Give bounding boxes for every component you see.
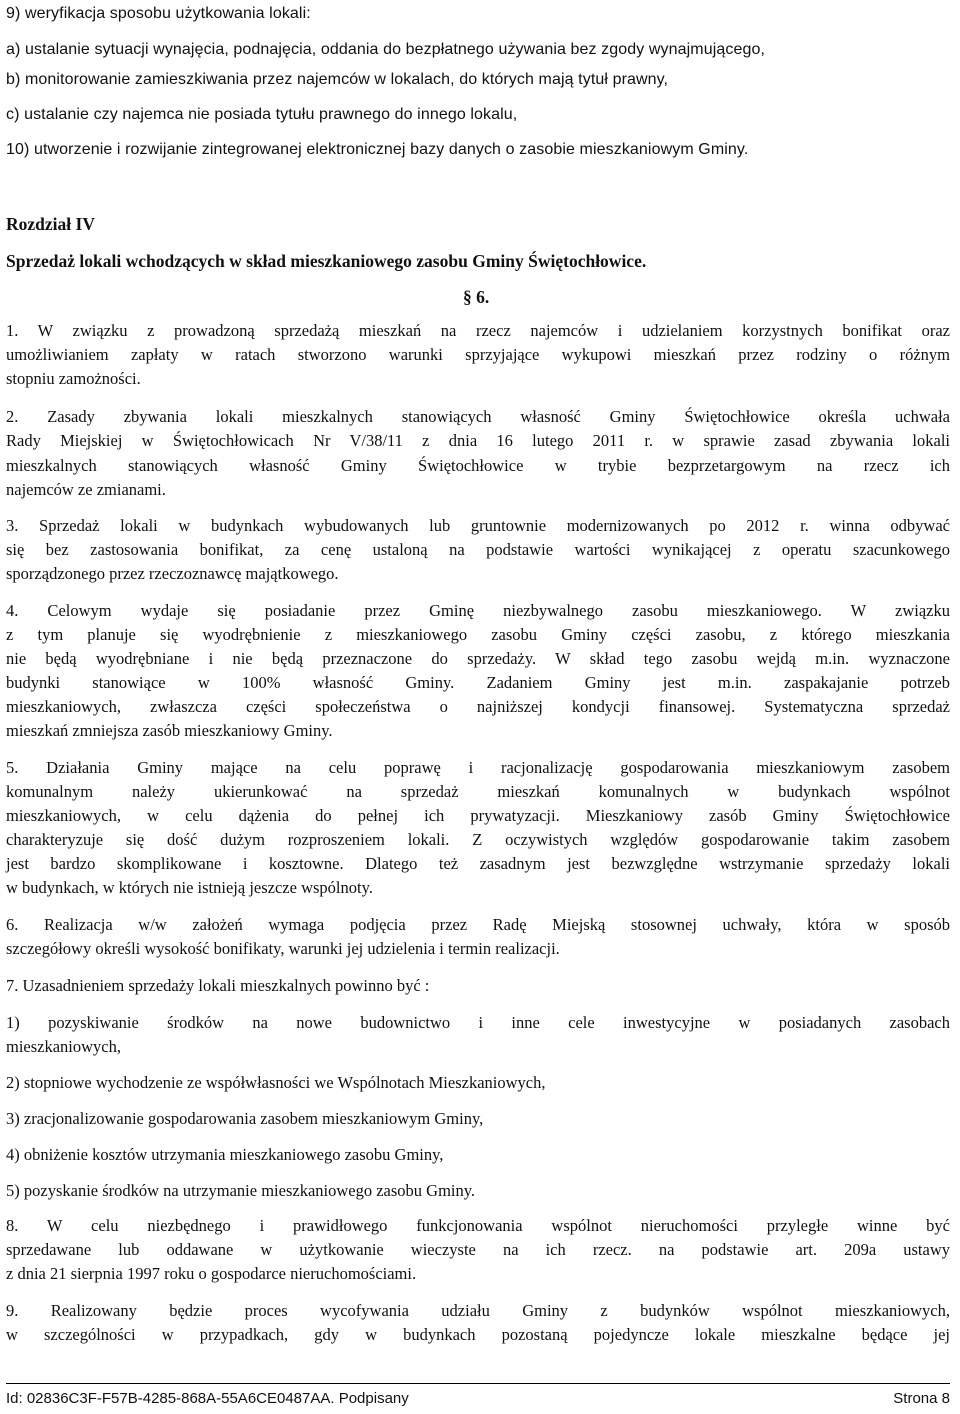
paragraph-line: mieszkaniowych, bbox=[6, 1037, 122, 1056]
paragraph-line: 3) zracjonalizowanie gospodarowania zasobem mieszkaniowym Gminy, bbox=[6, 1109, 484, 1128]
paragraph-line: mieszkań zmniejsza zasób mieszkaniowy Gminy. bbox=[6, 721, 333, 740]
paragraph-line: umożliwianiem zapłaty w ratach stworzono warunki sprzyjające wykupowi mieszkań przez rodziny o różnym bbox=[6, 345, 950, 364]
paragraph-line: mieszkaniowych, zwłaszcza części społeczeństwa o najniższej kondycji finansowej. Systematyczna sprzedaż bbox=[6, 697, 950, 716]
paragraph-line: 2. Zasady zbywania lokali mieszkalnych stanowiących własność Gminy Świętochłowice określa uchwała bbox=[6, 407, 950, 426]
paragraph-line: mieszkalnych stanowiących własność Gminy Świętochłowice w trybie bezprzetargowym na rzecz ich bbox=[6, 456, 950, 475]
paragraph-line: budynki stanowiące w 100% własność Gminy. Zadaniem Gminy jest m.in. zaspakajanie potrzeb bbox=[6, 673, 950, 692]
paragraph-line: nie będą wyodrębniane i nie będą przeznaczone do sprzedaży. W skład tego zasobu wejdą m.in. wyznaczone bbox=[6, 649, 950, 668]
list-item: b) monitorowanie zamieszkiwania przez najemców w lokalach, do których mają tytuł prawny, bbox=[6, 71, 669, 88]
list-item: c) ustalanie czy najemca nie posiada tytułu prawnego do innego lokalu, bbox=[6, 106, 518, 123]
document-id: Id: 02836C3F-F57B-4285-868A-55A6CE0487AA. Podpisany bbox=[6, 1390, 409, 1407]
paragraph-line: Rady Miejskiej w Świętochłowicach Nr V/38/11 z dnia 16 lutego 2011 r. w sprawie zasad zbywania lokali bbox=[6, 431, 950, 450]
paragraph-line: 7. Uzasadnieniem sprzedaży lokali mieszkalnych powinno być : bbox=[6, 976, 430, 995]
paragraph-line: komunalnym należy ukierunkować na sprzedaż mieszkań komunalnych w budynkach wspólnot bbox=[6, 782, 950, 801]
chapter-number: Rozdział IV bbox=[6, 214, 95, 234]
paragraph-line: w budynkach, w których nie istnieją jeszcze wspólnoty. bbox=[6, 878, 373, 897]
paragraph-line: 1) pozyskiwanie środków na nowe budownictwo i inne cele inwestycyjne w posiadanych zasobach bbox=[6, 1013, 950, 1032]
paragraph-line: szczegółowy określi wysokość bonifikaty, warunki jej udzielenia i termin realizacji. bbox=[6, 939, 560, 958]
paragraph-line: z dnia 21 sierpnia 1997 roku o gospodarce nieruchomościami. bbox=[6, 1264, 417, 1283]
paragraph-line: z tym planuje się wyodrębnienie z mieszkaniowego zasobu Gminy części zasobu, z którego mieszkania bbox=[6, 625, 950, 644]
paragraph-line: stopniu zamożności. bbox=[6, 369, 141, 388]
paragraph-line: 6. Realizacja w/w założeń wymaga podjęcia przez Radę Miejską stosownej uchwały, która w sposób bbox=[6, 915, 950, 934]
paragraph-line: 5) pozyskanie środków na utrzymanie mieszkaniowego zasobu Gminy. bbox=[6, 1181, 476, 1200]
list-item: a) ustalanie sytuacji wynajęcia, podnajęcia, oddania do bezpłatnego używania bez zgody wynajmującego, bbox=[6, 41, 766, 58]
paragraph-line: jest bardzo skomplikowane i kosztowne. Dlatego też zasadnym jest bezwzględne wstrzymanie sprzedaży lokali bbox=[6, 854, 950, 873]
list-item: 10) utworzenie i rozwijanie zintegrowanej elektronicznej bazy danych o zasobie mieszkaniowym Gminy. bbox=[6, 141, 749, 158]
paragraph-line: mieszkaniowych, w celu dążenia do pełnej ich prywatyzacji. Mieszkaniowy zasób Gminy Świętochłowice bbox=[6, 806, 950, 825]
paragraph-line: najemców ze zmianami. bbox=[6, 480, 166, 499]
paragraph-line: 1. W związku z prowadzoną sprzedażą mieszkań na rzecz najemców i udzielaniem korzystnych bonifikat oraz bbox=[6, 321, 950, 340]
paragraph-line: sporządzonego przez rzeczoznawcę majątkowego. bbox=[6, 564, 339, 583]
paragraph-line: się bez zastosowania bonifikat, za cenę ustaloną na podstawie wartości wynikającej z operatu szacunkowego bbox=[6, 540, 950, 559]
list-item: 9) weryfikacja sposobu użytkowania lokali: bbox=[6, 5, 311, 22]
paragraph-sign: § 6. bbox=[463, 287, 490, 307]
paragraph-line: 4) obniżenie kosztów utrzymania mieszkaniowego zasobu Gminy, bbox=[6, 1145, 444, 1164]
paragraph-line: 9. Realizowany będzie proces wycofywania udziału Gminy z budynków wspólnot mieszkaniowych, bbox=[6, 1301, 950, 1320]
paragraph-line: 8. W celu niezbędnego i prawidłowego funkcjonowania wspólnot nieruchomości przyległe winne być bbox=[6, 1216, 950, 1235]
paragraph-line: 5. Działania Gminy mające na celu poprawę i racjonalizację gospodarowania mieszkaniowym zasobem bbox=[6, 758, 950, 777]
paragraph-line: sprzedawane lub oddawane w użytkowanie wieczyste na ich rzecz. na podstawie art. 209a ustawy bbox=[6, 1240, 950, 1259]
chapter-title: Sprzedaż lokali wchodzących w skład mieszkaniowego zasobu Gminy Świętochłowice. bbox=[6, 251, 647, 271]
paragraph-line: 2) stopniowe wychodzenie ze współwłasności we Wspólnotach Mieszkaniowych, bbox=[6, 1073, 546, 1092]
paragraph-line: charakteryzuje się dość dużym rozproszeniem lokali. Z oczywistych względów gospodarowanie takim zasobem bbox=[6, 830, 950, 849]
paragraph-line: w szczególności w przypadkach, gdy w budynkach pozostaną pojedyncze lokale mieszkalne będące jej bbox=[6, 1325, 950, 1344]
paragraph-line: 3. Sprzedaż lokali w budynkach wybudowanych lub gruntownie modernizowanych po 2012 r. winna odbywać bbox=[6, 516, 950, 535]
paragraph-line: 4. Celowym wydaje się posiadanie przez Gminę niezbywalnego zasobu mieszkaniowego. W związku bbox=[6, 601, 950, 620]
page-number: Strona 8 bbox=[893, 1390, 950, 1407]
footer-divider bbox=[6, 1383, 950, 1384]
